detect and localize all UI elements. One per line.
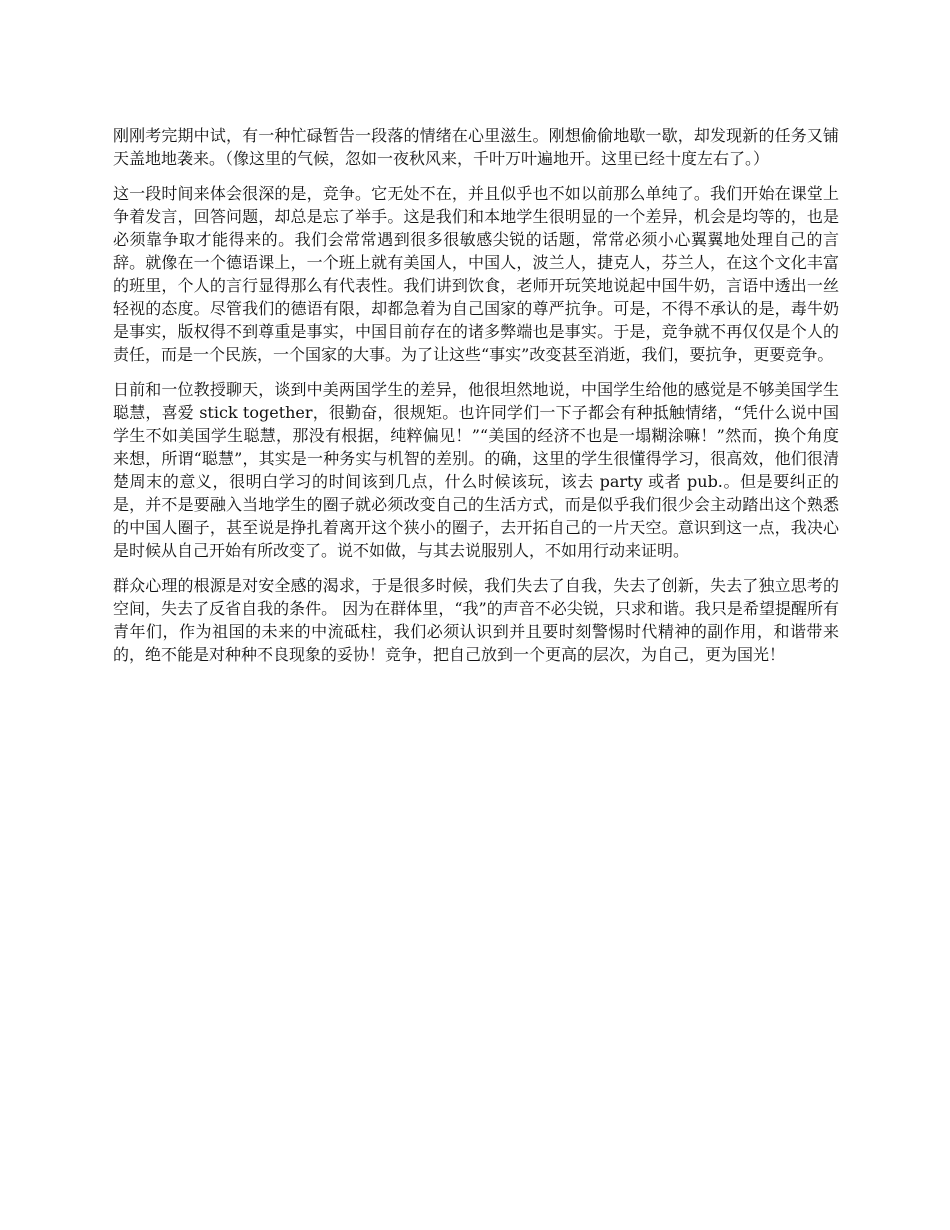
- paragraph-3: 日前和一位教授聊天，谈到中美两国学生的差异，他很坦然地说，中国学生给他的感觉是不够美国学生聪慧，喜爱 stick together，很勤奋，很规矩。也许同学们一下子都会有种抵触情绪，“凭什么说中国学生不如美国学生聪慧，那没有根据，纯粹偏见！”“美国的经济不也是一塌糊涂嘛！”然而，换个角度来想，所谓“聪慧”，其实是一种务实与机智的差别。的确，这里的学生很懂得学习，很高效，他们很清楚周末的意义，很明白学习的时间该到几点，什么时候该玩，该去 party 或者 pub.。但是要纠正的是，并不是要融入当地学生的圈子就必须改变自己的生活方式，而是似乎我们很少会主动踏出这个熟悉的中国人圈子，甚至说是挣扎着离开这个狭小的圈子，去开拓自己的一片天空。意识到这一点，我决心是时候从自己开始有所改变了。说不如做，与其去说服别人，不如用行动来证明。: [113, 380, 839, 560]
- document-body: [113, 124, 839, 678]
- paragraph-1: 刚刚考完期中试，有一种忙碌暂告一段落的情绪在心里滋生。刚想偷偷地歇一歇，却发现新的任务又铺天盖地地袭来。（像这里的气候，忽如一夜秋风来，千叶万叶遍地开。这里已经十度左右了。）: [113, 126, 839, 168]
- paragraph-2: 这一段时间来体会很深的是，竞争。它无处不在，并且似乎也不如以前那么单纯了。我们开始在课堂上争着发言，回答问题，却总是忘了举手。这是我们和本地学生很明显的一个差异，机会是均等的，也是必须靠争取才能得来的。我们会常常遇到很多很敏感尖锐的话题，常常必须小心翼翼地处理自己的言辞。就像在一个德语课上，一个班上就有美国人，中国人，波兰人，捷克人，芬兰人，在这个文化丰富的班里，个人的言行显得那么有代表性。我们讲到饮食，老师开玩笑地说起中国牛奶，言语中透出一丝轻视的态度。尽管我们的德语有限，却都急着为自己国家的尊严抗争。可是，不得不承认的是，毒牛奶是事实，版权得不到尊重是事实，中国目前存在的诸多弊端也是事实。于是，竞争就不再仅仅是个人的责任，而是一个民族，一个国家的大事。为了让这些“事实”改变甚至消逝，我们，要抗争，更要竞争。: [113, 184, 839, 364]
- paragraph-4: 群众心理的根源是对安全感的渴求，于是很多时候，我们失去了自我，失去了创新，失去了独立思考的空间，失去了反省自我的条件。 因为在群体里，“我”的声音不必尖锐，只求和谐。我只是希望提醒所有青年们，作为祖国的未来的中流砥柱，我们必须认识到并且要时刻警惕时代精神的副作用，和谐带来的，绝不能是对种种不良现象的妥协！竞争，把自己放到一个更高的层次，为自己，更为国光！: [113, 576, 839, 664]
